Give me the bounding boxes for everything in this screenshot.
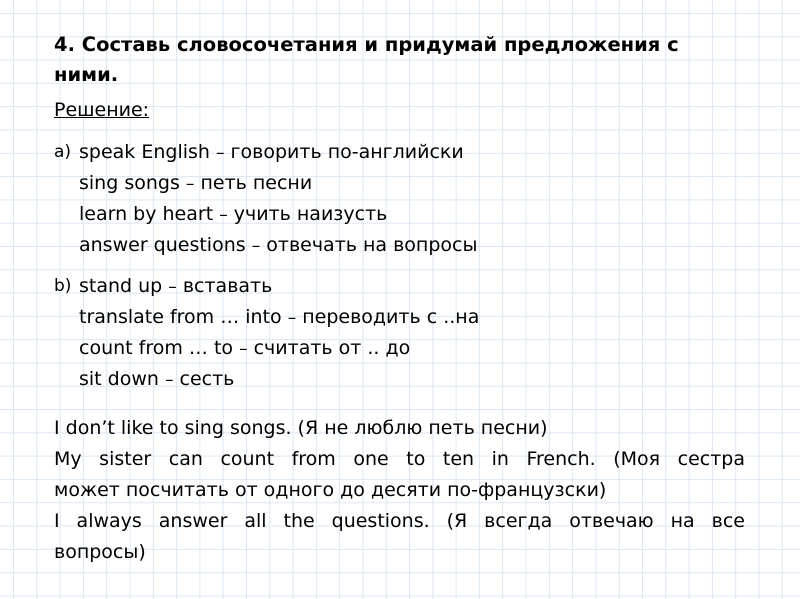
sentence: I don’t like to sing songs. (Я не люблю петь песни)	[54, 417, 548, 439]
phrase-item	[79, 140, 464, 165]
dash: –	[287, 308, 297, 328]
phrase-en: sit down	[79, 368, 159, 390]
phrase-ru: считать от .. до	[253, 337, 411, 359]
phrase-en: answer questions	[79, 234, 246, 256]
phrase-item	[79, 274, 272, 299]
phrase-ru: переводить с ..на	[302, 306, 480, 328]
dash: –	[164, 370, 174, 390]
phrase-item	[79, 305, 479, 330]
dash: –	[251, 236, 261, 256]
phrase-item	[79, 202, 387, 227]
phrase-item	[79, 336, 410, 361]
phrase-en: stand up	[79, 275, 163, 297]
phrase-en: sing songs	[79, 172, 180, 194]
exercise-title-cont: ними.	[54, 63, 119, 86]
phrase-en: count from … to	[79, 337, 234, 359]
sentence-cont: может посчитать от одного до десяти по-французски)	[54, 479, 607, 501]
group-b-label: b)	[54, 276, 72, 296]
solution-heading: Решение:	[54, 99, 150, 121]
phrase-item	[79, 233, 478, 258]
group-a-label: a)	[54, 142, 72, 162]
dash: –	[185, 174, 195, 194]
phrase-en: speak English	[79, 141, 210, 163]
phrase-item	[79, 171, 312, 196]
sentence: I always answer all the questions. (Я всегда отвечаю на все	[54, 510, 745, 532]
phrase-ru: отвечать на вопросы	[266, 234, 478, 256]
sentence-cont: вопросы)	[54, 541, 146, 563]
phrase-ru: вставать	[182, 275, 273, 297]
phrase-ru: петь песни	[200, 172, 313, 194]
phrase-item	[79, 367, 234, 392]
dash: –	[239, 339, 248, 359]
phrase-en: learn by heart	[79, 203, 214, 225]
exercise-title: 4. Составь словосочетания и придумай предложения с	[54, 33, 679, 56]
sentence: My sister can count from one to ten in French. (Моя сестра	[54, 448, 745, 470]
phrase-ru: говорить по-английски	[230, 141, 464, 163]
phrase-ru: сесть	[179, 368, 235, 390]
phrase-en: translate from … into	[79, 306, 282, 328]
dash: –	[219, 205, 228, 225]
phrase-ru: учить наизусть	[233, 203, 388, 225]
dash: –	[168, 277, 177, 297]
dash: –	[216, 143, 225, 163]
